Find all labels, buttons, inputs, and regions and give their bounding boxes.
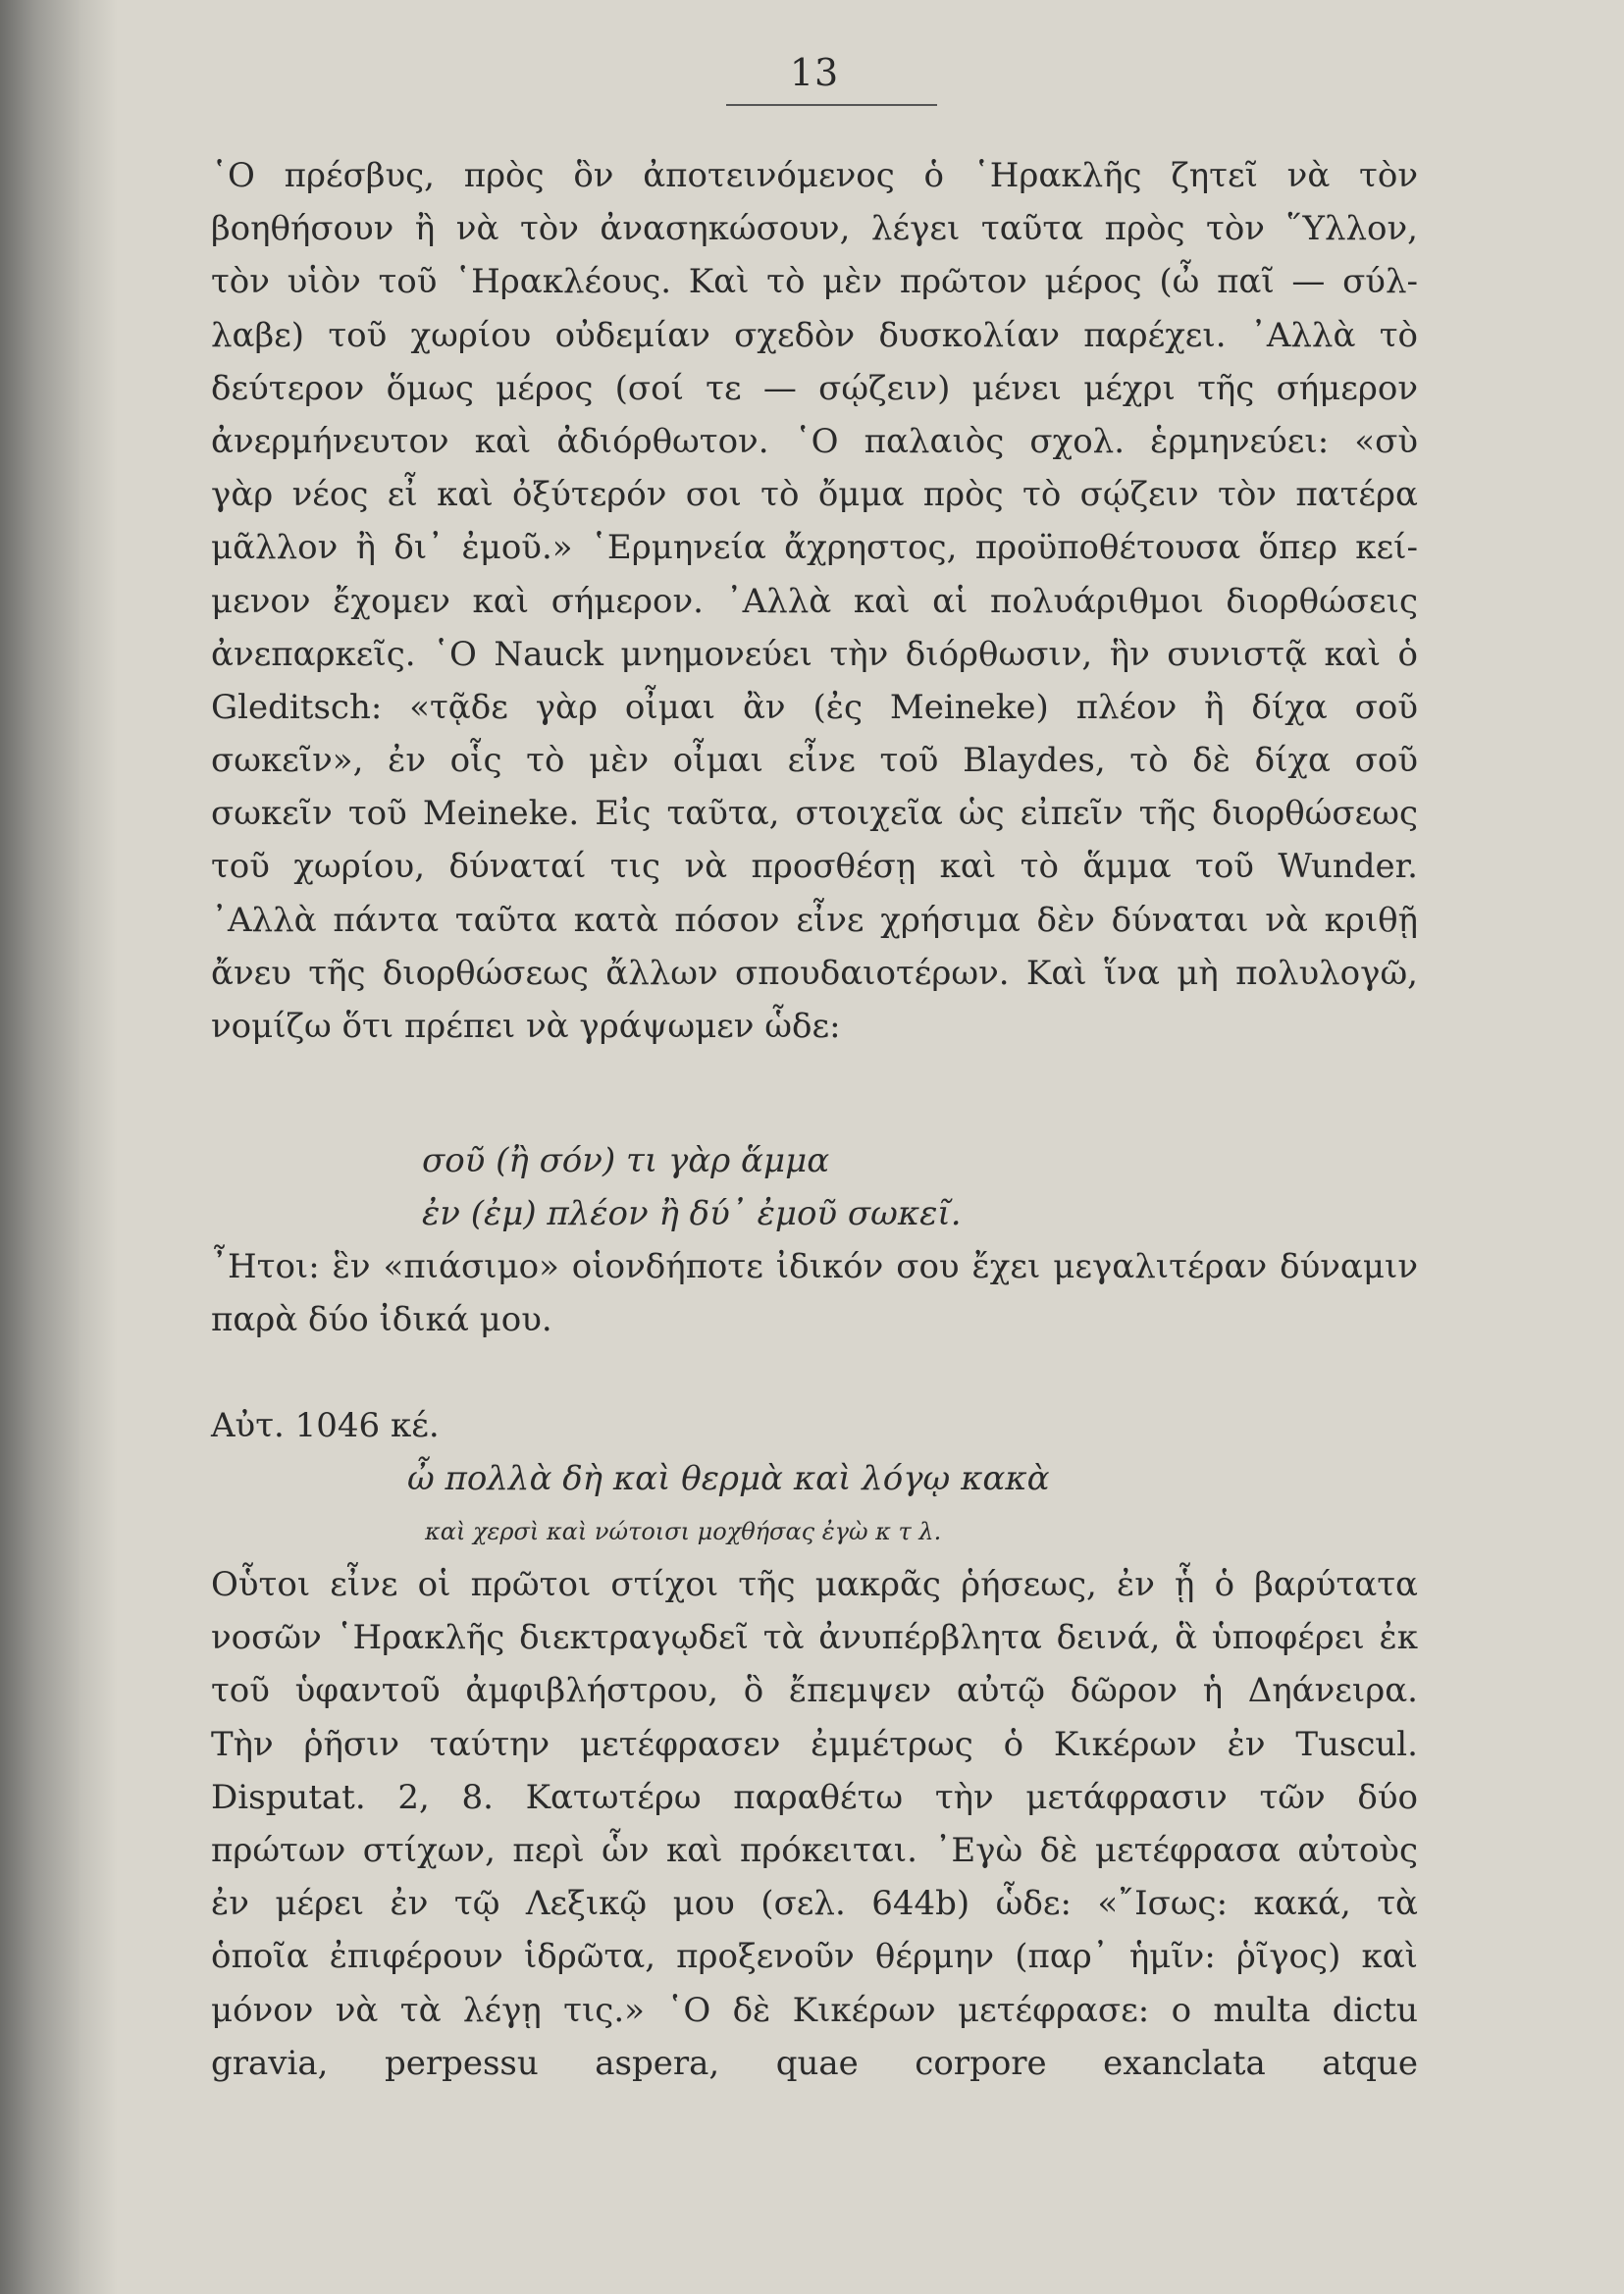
verse-line: σοῦ (ἢ σόν) τι γὰρ ἅμμα xyxy=(422,1141,830,1180)
text-line: σωκεῖν τοῦ Meineke. Εἰς ταῦτα, στοιχεῖα ὡς εἰπεῖν τῆς διορθώσεως xyxy=(211,794,1418,834)
text-line: τοῦ ὑφαντοῦ ἀμφιβλήστρου, ὃ ἔπεμψεν αὐτῷ δῶρον ἡ Δηάνειρα. xyxy=(211,1671,1418,1711)
text-line: ἀνερμήνευτον καὶ ἀδιόρθωτον. ῾Ο παλαιὸς σχολ. ἑρμηνεύει: «σὺ xyxy=(211,421,1418,461)
verse-line: καὶ χερσὶ καὶ νώτοισι μοχθήσας ἐγὼ κ τ λ. xyxy=(425,1518,942,1546)
citation-text: Αὐτ. 1046 κέ. xyxy=(211,1406,440,1445)
text-line: ῏Ητοι: ἓν «πιάσιμο» οἱονδήποτε ἰδικόν σου ἔχει μεγαλιτέραν δύναμιν xyxy=(211,1247,1418,1286)
text-line: Τὴν ῥῆσιν ταύτην μετέφρασεν ἐμμέτρως ὁ Κικέρων ἐν Tuscul. xyxy=(211,1724,1418,1764)
text-line: ἐν μέρει ἐν τῷ Λεξικῷ μου (σελ. 644b) ὧδε: «῎Ισως: κακά, τὰ xyxy=(211,1884,1418,1924)
text-line: ῾Ο πρέσβυς, πρὸς ὃν ἀποτεινόμενος ὁ ῾Ηρακλῆς ζητεῖ νὰ τὸν xyxy=(211,156,1418,195)
text-line: παρὰ δύο ἰδικά μου. xyxy=(211,1300,552,1340)
text-line: τὸν υἱὸν τοῦ ῾Ηρακλέους. Καὶ τὸ μὲν πρῶτον μέρος (ὦ παῖ — σύλ- xyxy=(211,262,1418,302)
text-line: ἀνεπαρκεῖς. ῾Ο Nauck μνημονεύει τὴν διόρθωσιν, ἣν συνιστᾷ καὶ ὁ xyxy=(211,634,1418,674)
text-line: βοηθήσουν ἢ νὰ τὸν ἀνασηκώσουν, λέγει ταῦτα πρὸς τὸν ῞Υλλον, xyxy=(211,209,1418,249)
text-line: Οὗτοι εἶνε οἱ πρῶτοι στίχοι τῆς μακρᾶς ῥήσεως, ἐν ᾗ ὁ βαρύτατα xyxy=(211,1565,1418,1604)
text-line: ἄνευ τῆς διορθώσεως ἄλλων σπουδαιοτέρων. Καὶ ἵνα μὴ πολυλογῶ, xyxy=(211,953,1418,993)
verse-line: ὦ πολλὰ δὴ καὶ θερμὰ καὶ λόγῳ κακὰ xyxy=(407,1459,1050,1498)
paragraph-1 xyxy=(211,149,1418,1053)
citation-heading xyxy=(211,1399,1418,1452)
binding-shadow xyxy=(0,0,118,2294)
text-line: Disputat. 2, 8. Κατωτέρω παραθέτω τὴν μετάφρασιν τῶν δύο xyxy=(211,1777,1418,1817)
text-line: νοσῶν ῾Ηρακλῆς διεκτραγῳδεῖ τὰ ἀνυπέρβλητα δεινά, ἃ ὑποφέρει ἐκ xyxy=(211,1618,1418,1658)
page-number: 13 xyxy=(789,51,840,94)
text-line: μᾶλλον ἢ δι᾿ ἐμοῦ.» ῾Ερμηνεία ἄχρηστος, προϋποθέτουσα ὅπερ κεί- xyxy=(211,528,1418,568)
text-line: ὁποῖα ἐπιφέρουν ἱδρῶτα, προξενοῦν θέρμην (παρ᾿ ἡμῖν: ῥῖγος) καὶ xyxy=(211,1937,1418,1977)
verse-quotation-1 xyxy=(422,1134,1624,1240)
text-line: λαβε) τοῦ χωρίου οὐδεμίαν σχεδὸν δυσκολίαν παρέχει. ᾿Αλλὰ τὸ xyxy=(211,315,1418,355)
text-line: δεύτερον ὅμως μέρος (σοί τε — σῴζειν) μένει μέχρι τῆς σήμερον xyxy=(211,368,1418,408)
text-line: νομίζω ὅτι πρέπει νὰ γράψωμεν ὧδε: xyxy=(211,1007,841,1046)
text-line: ᾿Αλλὰ πάντα ταῦτα κατὰ πόσον εἶνε χρήσιμα δὲν δύναται νὰ κριθῇ xyxy=(211,900,1418,940)
text-line: μενον ἔχομεν καὶ σήμερον. ᾿Αλλὰ καὶ αἱ πολυάριθμοι διορθώσεις xyxy=(211,581,1418,621)
verse-line: ἐν (ἐμ) πλέον ἢ δύ᾿ ἐμοῦ σωκεῖ. xyxy=(422,1194,962,1234)
text-line: Gleditsch: «τᾷδε γὰρ οἶμαι ἂν (ἐς Meineke) πλέον ἢ δίχα σοῦ xyxy=(211,687,1418,727)
paragraph-3 xyxy=(211,1558,1418,2090)
text-line: πρώτων στίχων, περὶ ὧν καὶ πρόκειται. ᾿Εγὼ δὲ μετέφρασα αὐτοὺς xyxy=(211,1830,1418,1870)
book-page xyxy=(211,39,1418,2257)
paragraph-2 xyxy=(211,1240,1418,1346)
text-line: γὰρ νέος εἶ καὶ ὀξύτερόν σοι τὸ ὄμμα πρὸς τὸ σῴζειν τὸν πατέρα xyxy=(211,475,1418,515)
text-line: τοῦ χωρίου, δύναταί τις νὰ προσθέσῃ καὶ τὸ ἅμμα τοῦ Wunder. xyxy=(211,847,1418,887)
verse-quotation-2 xyxy=(407,1452,1614,1558)
text-line: gravia, perpessu aspera, quae corpore exanclata atque xyxy=(211,2043,1418,2083)
text-line: μόνον νὰ τὰ λέγῃ τις.» ῾Ο δὲ Κικέρων μετέφρασε: o multa dictu xyxy=(211,1990,1418,2030)
text-line: σωκεῖν», ἐν οἷς τὸ μὲν οἶμαι εἶνε τοῦ Blaydes, τὸ δὲ δίχα σοῦ xyxy=(211,741,1418,781)
header-rule xyxy=(726,104,937,106)
